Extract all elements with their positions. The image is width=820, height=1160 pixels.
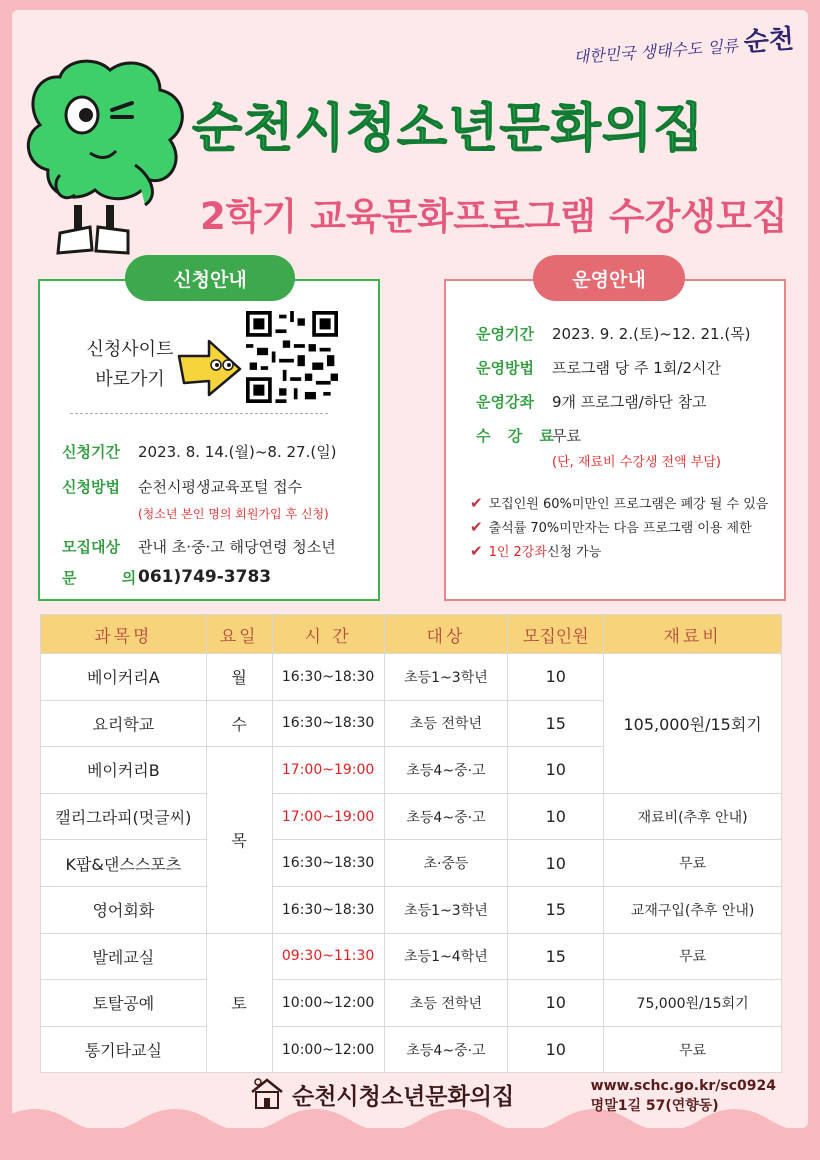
checkmark-icon: ✔ [470,493,483,512]
apply-info-box [38,279,380,601]
cell-fee: 교재구입(추후 안내) [604,886,782,933]
footer-url-link[interactable]: www.schc.go.kr/sc0924 [590,1078,776,1094]
header-time: 시 간 [272,615,384,654]
slogan-city: 순천 [742,24,795,58]
header-target: 대상 [384,615,508,654]
op-note-2 [470,517,752,536]
cell-time: 16:30~18:30 [272,840,384,887]
qr-label-line2: 바로가기 [95,369,165,390]
cell-time: 10:00~12:00 [272,1026,384,1073]
footer-address: 명말1길 57(연향동) [590,1098,719,1114]
table-row [41,980,782,1027]
cell-subject: 발레교실 [41,933,207,980]
op-fee-value: 무료 [552,427,581,445]
cell-fee: 75,000원/15회기 [604,980,782,1027]
cell-count: 15 [508,933,604,980]
footer-org-name: 순천시청소년문화의집 [292,1083,515,1110]
operation-info-box [444,279,786,601]
op-method-label: 운영방법 [476,359,534,377]
cell-subject: 통기타교실 [41,1026,207,1073]
cell-count: 15 [508,700,604,747]
cell-subject: 베이커리B [41,747,207,794]
table-row [41,793,782,840]
header-count: 모집인원 [508,615,604,654]
apply-method-value: 순천시평생교육포털 접수 [138,478,303,496]
table-row [41,654,782,701]
apply-period-value: 2023. 8. 14.(월)~8. 27.(일) [138,443,337,461]
table-header-row [41,615,782,654]
cell-fee: 무료 [604,1026,782,1073]
divider [70,413,328,414]
cell-subject: K팝&댄스스포츠 [41,840,207,887]
qr-code-icon[interactable] [246,311,338,403]
checkmark-icon: ✔ [470,517,483,536]
op-course-label: 운영강좌 [476,393,534,411]
cell-target: 초등 전학년 [384,700,508,747]
contact-label: 문 의 [62,569,157,587]
op-note-3-text: 신청 가능 [546,545,602,560]
op-fee-note: (단, 재료비 수강생 전액 부담) [552,455,721,470]
apply-method-row [62,476,302,497]
cell-subject: 토탈공예 [41,980,207,1027]
cell-fee: 무료 [604,840,782,887]
contact-phone[interactable]: 061)749-3783 [138,567,272,587]
op-note-1 [470,493,768,512]
checkmark-icon: ✔ [470,541,483,560]
header-day: 요일 [206,615,272,654]
main-title: 순천시청소년문화의집 [192,99,705,159]
cell-time: 16:30~18:30 [272,886,384,933]
op-period-row [476,323,751,344]
cell-fee: 재료비(추후 안내) [604,793,782,840]
house-logo-icon [248,1074,286,1114]
apply-target-label: 모집대상 [62,538,120,556]
cell-fee: 무료 [604,933,782,980]
cell-subject: 캘리그라피(멋글씨) [41,793,207,840]
cell-subject: 요리학교 [41,700,207,747]
table-row [41,886,782,933]
cell-time: 16:30~18:30 [272,654,384,701]
apply-header-pill: 신청안내 [125,255,295,301]
mascot-illustration [20,55,195,265]
cell-fee: 105,000원/15회기 [604,654,782,794]
cell-target: 초등4~중·고 [384,793,508,840]
cell-day: 목 [206,747,272,933]
cell-time: 17:00~19:00 [272,747,384,794]
cell-subject: 베이커리A [41,654,207,701]
cell-count: 10 [508,654,604,701]
sub-title: 2학기 교육문화프로그램 수강생모집 [200,195,788,238]
arrow-icon [174,331,244,401]
op-note-3 [470,541,601,560]
apply-method-note: (청소년 본인 명의 회원가입 후 신청) [138,507,329,521]
header-fee: 재료비 [604,615,782,654]
cell-target: 초·중등 [384,840,508,887]
op-fee-label: 수 강 료 [476,427,560,445]
cell-target: 초등4~중·고 [384,1026,508,1073]
table-row [41,840,782,887]
footer-brand [248,1074,514,1114]
operation-header-pill: 운영안내 [533,255,685,301]
cell-subject: 영어회화 [41,886,207,933]
cell-day: 월 [206,654,272,701]
apply-period-label: 신청기간 [62,443,120,461]
cell-count: 10 [508,793,604,840]
cell-target: 초등 전학년 [384,980,508,1027]
cell-count: 15 [508,886,604,933]
cell-time: 17:00~19:00 [272,793,384,840]
qr-label [70,335,190,395]
cell-target: 초등1~3학년 [384,654,508,701]
qr-label-line1: 신청사이트 [86,339,174,360]
op-method-value: 프로그램 당 주 1회/2시간 [552,359,721,377]
cell-count: 10 [508,747,604,794]
cell-target: 초등1~4학년 [384,933,508,980]
slogan-text: 대한민국 생태수도 일류 [572,36,739,67]
table-row [41,933,782,980]
cell-count: 10 [508,1026,604,1073]
program-schedule-table [40,614,782,1073]
apply-target-row [62,536,336,557]
table-row [41,1026,782,1073]
cell-count: 10 [508,840,604,887]
header-subject: 과목명 [41,615,207,654]
cell-count: 10 [508,980,604,1027]
op-note-2-text: 출석률 70%미만자는 다음 프로그램 이용 제한 [488,521,752,536]
cell-time: 16:30~18:30 [272,700,384,747]
cell-target: 초등4~중·고 [384,747,508,794]
contact-row [62,567,271,588]
op-note-3-highlight: 1인 2강좌 [488,545,547,560]
op-method-row [476,357,721,378]
cell-time: 09:30~11:30 [272,933,384,980]
apply-period-row [62,441,337,462]
apply-target-value: 관내 초·중·고 해당연령 청소년 [138,538,336,556]
op-period-value: 2023. 9. 2.(토)~12. 21.(목) [552,325,751,343]
cell-day: 수 [206,700,272,747]
op-period-label: 운영기간 [476,325,534,343]
cell-time: 10:00~12:00 [272,980,384,1027]
op-note-1-text: 모집인원 60%미만인 프로그램은 폐강 될 수 있음 [488,497,769,512]
op-course-value: 9개 프로그램/하단 참고 [552,393,707,411]
footer-contact [591,1076,776,1116]
apply-method-label: 신청방법 [62,478,120,496]
op-course-row [476,391,707,412]
op-fee-row [476,425,581,446]
cell-day: 토 [206,933,272,1073]
cell-target: 초등1~3학년 [384,886,508,933]
